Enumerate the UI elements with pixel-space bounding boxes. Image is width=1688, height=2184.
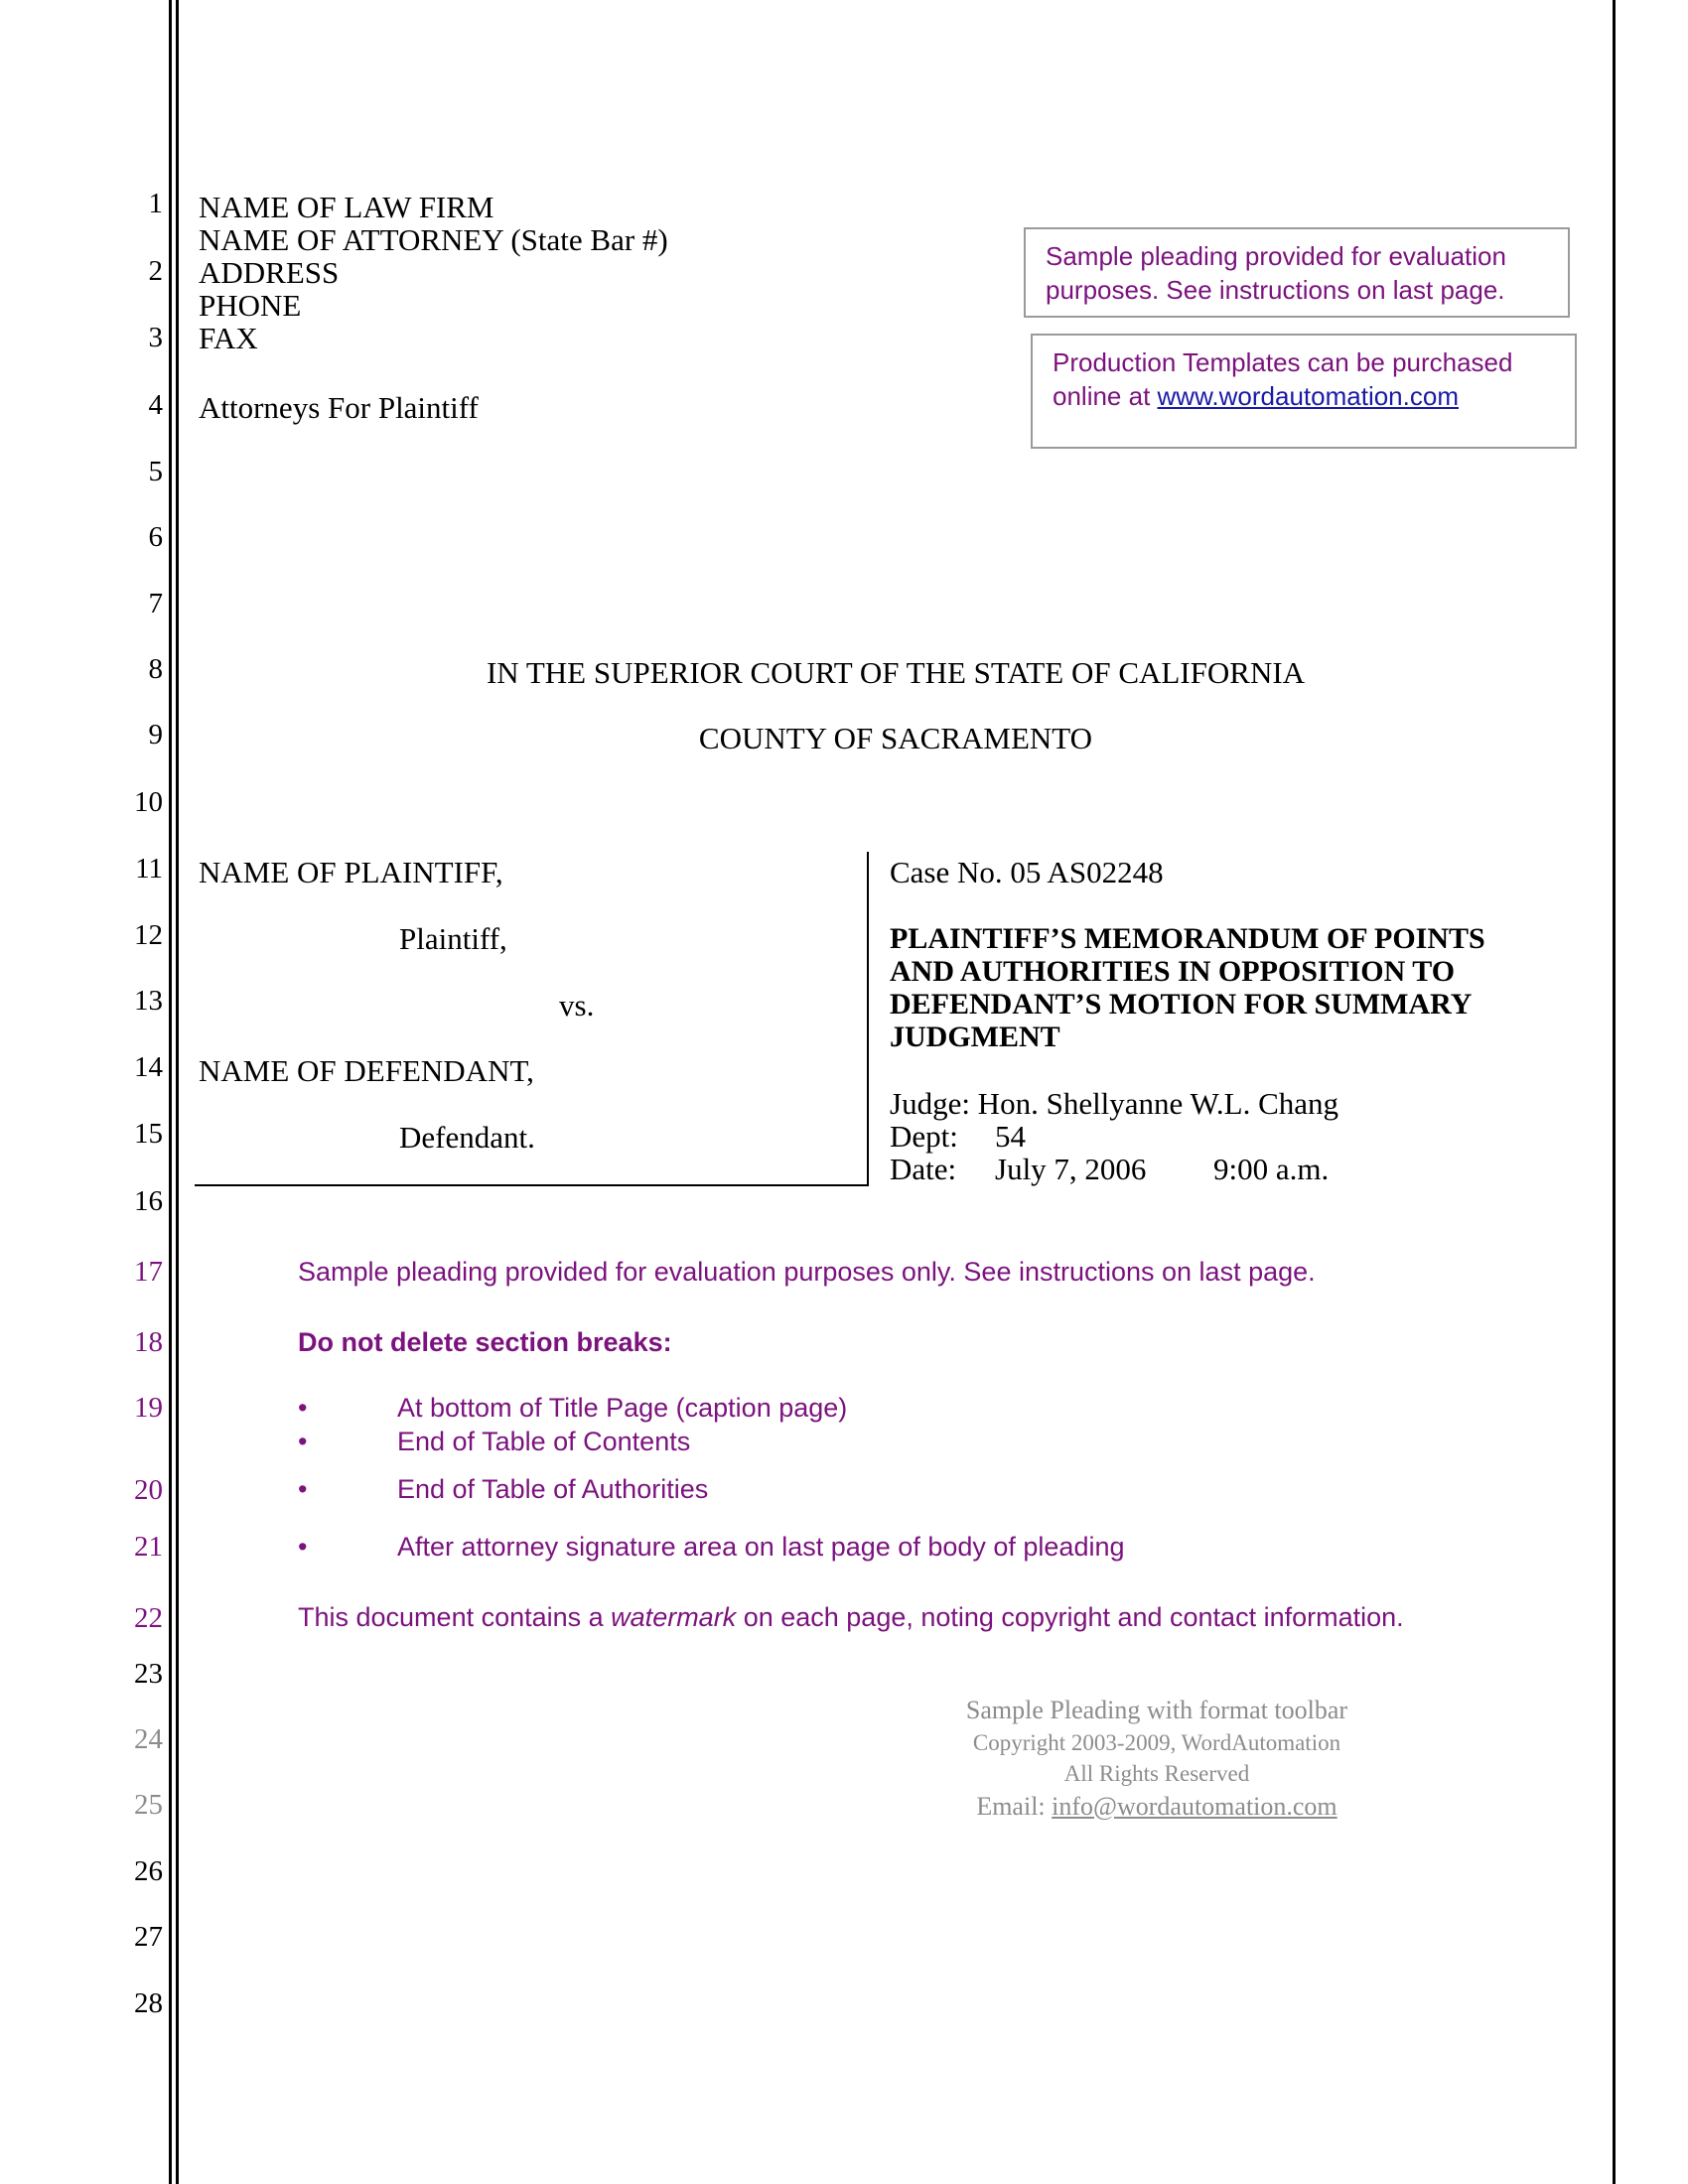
document-title-line: DEFENDANT’S MOTION FOR SUMMARY [890,988,1473,1021]
firm-fax: FAX [199,321,258,355]
section-break-bullet [298,1393,847,1424]
left-margin-rule-inner [176,0,179,2184]
watermark-email-link[interactable]: info@wordautomation.com [1052,1792,1337,1821]
notice-text: online at [1053,381,1158,411]
watermark-copyright: Copyright 2003-2009, WordAutomation [972,1730,1341,1755]
line-number: 18 [134,1326,163,1358]
right-margin-rule [1613,0,1616,2184]
line-number: 15 [134,1118,163,1150]
firm-phone: PHONE [199,288,302,323]
line-number: 10 [134,786,163,818]
watermark-email-label: Email: [976,1792,1053,1821]
line-number: 23 [134,1658,163,1690]
section-break-bullet [298,1474,708,1505]
line-number: 28 [134,1987,163,2019]
watermark-instruction-emphasis: watermark [611,1602,737,1632]
dept-value: 54 [995,1119,1026,1154]
bullet-text: At bottom of Title Page (caption page) [397,1393,848,1423]
bullet-dot: • [298,1474,308,1504]
line-number: 11 [135,853,163,885]
line-number: 4 [148,389,163,421]
bullet-dot: • [298,1393,308,1423]
line-number: 20 [134,1474,163,1506]
bullet-text: End of Table of Authorities [397,1474,709,1504]
section-breaks-heading: Do not delete section breaks: [298,1327,672,1357]
notice-line: Sample pleading provided for evaluation [1046,241,1506,271]
firm-address: ADDRESS [199,255,340,290]
defendant-label: Defendant. [399,1120,535,1155]
line-number: 8 [148,653,163,685]
line-number: 26 [134,1855,163,1887]
date-label: Date: [890,1152,957,1186]
notice-line: purposes. See instructions on last page. [1046,275,1505,305]
hearing-info [890,1087,1338,1185]
watermark-instruction-prefix: This document contains a [298,1602,612,1632]
evaluation-notice-box [1024,227,1570,318]
watermark-email-row [918,1789,1395,1825]
attorney-name: NAME OF ATTORNEY (State Bar #) [199,222,668,257]
line-number: 13 [134,985,163,1017]
watermark-instruction-suffix: on each page, noting copyright and contact information. [736,1602,1404,1632]
line-number: 12 [134,919,163,951]
document-title-line: JUDGMENT [890,1021,1060,1053]
line-number: 22 [134,1602,163,1634]
wordautomation-link[interactable]: www.wordautomation.com [1157,381,1459,411]
caption-vertical-divider [867,852,869,1186]
firm-name: NAME OF LAW FIRM [199,190,494,224]
case-number: Case No. 05 AS02248 [890,855,1164,889]
date-line [890,1153,1338,1185]
caption-bottom-rule [195,1184,869,1186]
line-number: 21 [134,1531,163,1563]
dept-label: Dept: [890,1119,958,1154]
judge-line: Judge: Hon. Shellyanne W.L. Chang [890,1086,1339,1121]
time-value: 9:00 a.m. [1213,1152,1330,1186]
line-number: 2 [148,255,163,287]
line-number: 24 [134,1723,163,1755]
document-title [890,922,1485,1053]
line-number: 25 [134,1789,163,1821]
line-number: 6 [148,521,163,553]
bullet-dot: • [298,1532,308,1562]
line-number: 19 [134,1392,163,1424]
section-break-bullet [298,1427,690,1457]
versus-label: vs. [559,988,595,1023]
line-number: 14 [134,1051,163,1083]
section-break-bullet [298,1532,1125,1563]
plaintiff-label: Plaintiff, [399,921,507,956]
line-number: 5 [148,456,163,487]
evaluation-instruction: Sample pleading provided for evaluation purposes only. See instructions on last page. [298,1257,1316,1287]
plaintiff-name: NAME OF PLAINTIFF, [199,855,503,889]
watermark-block [918,1694,1395,1825]
defendant-name: NAME OF DEFENDANT, [199,1053,534,1088]
document-title-line: AND AUTHORITIES IN OPPOSITION TO [890,955,1456,988]
watermark-title: Sample Pleading with format toolbar [965,1696,1348,1724]
watermark-rights: All Rights Reserved [1063,1761,1250,1786]
court-name: IN THE SUPERIOR COURT OF THE STATE OF CALIFORNIA [486,655,1306,690]
court-county: COUNTY OF SACRAMENTO [698,721,1093,755]
date-value: July 7, 2006 [995,1152,1147,1186]
bullet-dot: • [298,1427,308,1456]
dept-line [890,1120,1338,1153]
line-number: 1 [148,188,163,219]
line-number: 16 [134,1185,163,1217]
left-margin-rule-outer [169,0,172,2184]
bullet-text: After attorney signature area on last page of body of pleading [397,1532,1125,1562]
watermark-instruction [298,1602,1404,1633]
document-title-line: PLAINTIFF’S MEMORANDUM OF POINTS [890,922,1485,955]
attorneys-for: Attorneys For Plaintiff [199,390,479,425]
line-number: 3 [148,322,163,353]
purchase-notice-box [1031,334,1577,449]
bullet-text: End of Table of Contents [397,1427,691,1456]
line-number: 27 [134,1921,163,1953]
line-number: 17 [134,1256,163,1288]
line-number: 7 [148,588,163,619]
notice-line-link-row [1053,379,1555,413]
notice-line: Production Templates can be purchased [1053,347,1513,377]
firm-block [199,191,668,354]
line-number: 9 [148,719,163,751]
